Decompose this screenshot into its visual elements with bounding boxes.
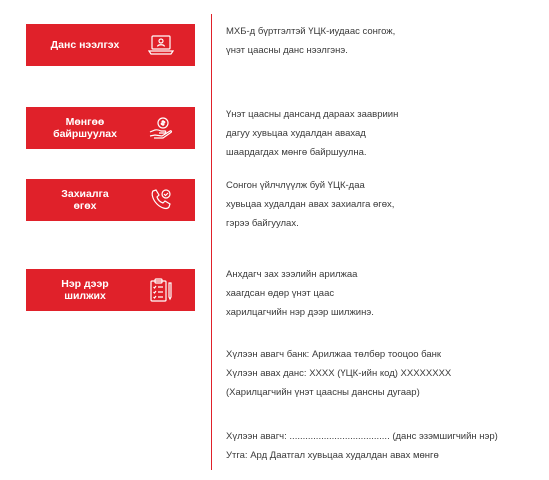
hand-money-icon xyxy=(144,113,178,143)
bank-line: Хүлээн авагч банк: Арилжаа төлбөр тооцоо банк xyxy=(226,349,442,360)
description-line: Сонгон үйлчлүүлж буй ҮЦК-даа xyxy=(226,180,365,191)
description-line: Анхдагч зах зээлийн арилжаа xyxy=(226,269,358,280)
description-line: хувьцаа худалдан авах захиалга өгөх, xyxy=(226,199,395,210)
step-4-description xyxy=(226,265,542,322)
step-open-account-button[interactable] xyxy=(26,24,195,66)
step-label: Захиалга өгөх xyxy=(61,188,109,212)
recipient-line: Хүлээн авагч: ...................................... (данс эзэмшигчийн нэр) xyxy=(226,431,498,442)
step-label: Нэр дээр шилжих xyxy=(61,278,109,302)
description-line: үнэт цаасны данс нээлгэнэ. xyxy=(226,45,348,56)
step-2-description xyxy=(226,105,542,162)
description-line: дагуу хувьцаа худалдан авахад xyxy=(226,128,366,139)
description-line: харилцагчийн нэр дээр шилжинэ. xyxy=(226,307,374,318)
phone-check-icon xyxy=(144,185,178,215)
step-1-description xyxy=(226,22,542,60)
step-label: Данс нээлгэх xyxy=(50,39,120,51)
purpose-line: Утга: Ард Даатгал хувьцаа худалдан авах мөнгө xyxy=(226,450,439,461)
checklist-clipboard-icon xyxy=(144,275,178,305)
vertical-divider xyxy=(211,14,212,470)
step-place-order-button[interactable] xyxy=(26,179,195,221)
step-deposit-money-button[interactable] xyxy=(26,107,195,149)
step-3-description xyxy=(226,176,542,233)
description-line: хаагдсан өдөр үнэт цаас xyxy=(226,288,335,299)
account-note-line: (Харилцагчийн үнэт цаасны дансны дугаар) xyxy=(226,387,420,398)
description-line: Үнэт цаасны дансанд дараах заавриин xyxy=(226,109,399,120)
account-line: Хүлээн авах данс: XXXX (ҮЦК-ийн код) XXXXXXXX xyxy=(226,368,452,379)
description-line: МХБ-д бүртгэлтэй ҮЦК-иудаас сонгож, xyxy=(226,26,396,37)
step-transfer-name-button[interactable] xyxy=(26,269,195,311)
description-line: шаардагдах мөнгө байршуулна. xyxy=(226,147,367,158)
recipient-info xyxy=(226,427,542,465)
step-label: Мөнгөө байршуулах xyxy=(53,116,117,140)
laptop-account-icon xyxy=(144,30,178,60)
description-line: гэрээ байгуулах. xyxy=(226,218,299,229)
payment-info xyxy=(226,345,542,402)
